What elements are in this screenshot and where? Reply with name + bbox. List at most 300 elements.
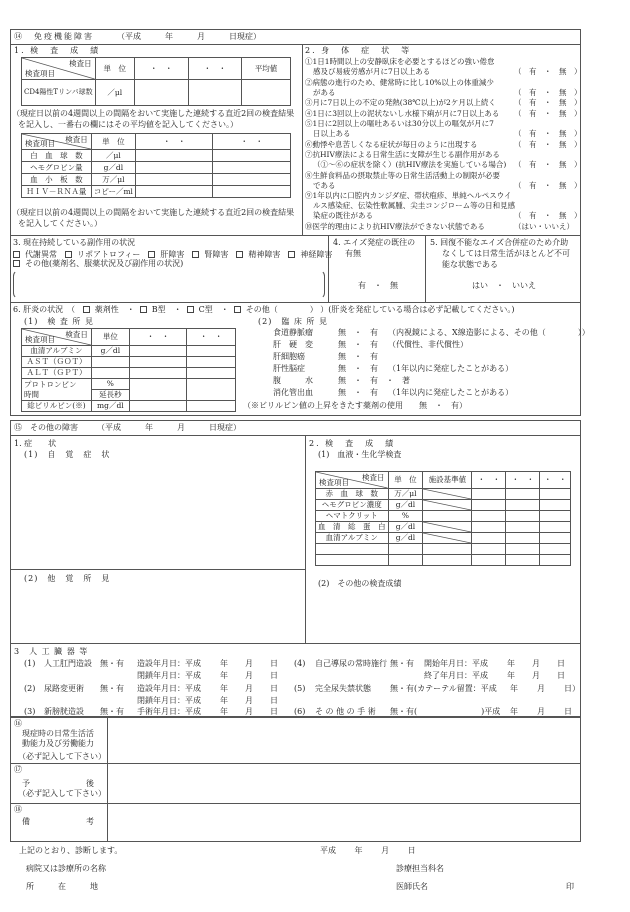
value-cell[interactable]: [187, 357, 236, 368]
row-label: ＡＬＴ（ＧＰＴ）: [22, 368, 92, 379]
prognosis-input[interactable]: [109, 765, 579, 802]
date-column[interactable]: ・ ・: [188, 58, 242, 80]
divider: [328, 235, 329, 302]
organ-label: 新膀胱造設: [44, 707, 84, 716]
option-label: 代謝異常: [25, 250, 57, 259]
checkbox-icon[interactable]: [13, 260, 20, 267]
symptom-answer[interactable]: （ 有 ・ 無 ）: [514, 129, 582, 138]
divider: [10, 569, 305, 570]
section-17-number: ⑰: [14, 765, 22, 774]
organ-date-label: 閉鎖年月日：平成: [137, 696, 201, 705]
test1-note: （現症日以前の4週間以上の間隔をおいて実施した連続する直近2回の検査結果: [12, 109, 295, 118]
row-unit: g／dl: [91, 346, 129, 357]
checkbox-icon[interactable]: [65, 251, 72, 258]
organ-date-label: 開始年月日：平成: [424, 659, 488, 668]
clinical-answer[interactable]: 無 ・ 有: [338, 352, 378, 361]
date-unit[interactable]: 月: [245, 659, 253, 668]
cd4-value-2[interactable]: [188, 80, 242, 106]
row-unit: [388, 555, 423, 566]
row-label: 血清アルブミン: [22, 346, 92, 357]
row-unit: g／dl: [388, 533, 423, 544]
checkbox-icon[interactable]: [140, 306, 147, 313]
remarks-label: 備 考: [22, 817, 94, 826]
value-cell[interactable]: [135, 150, 213, 162]
value-cell[interactable]: [213, 186, 291, 198]
value-cell[interactable]: [129, 368, 187, 379]
diag-bottom-label: 検査項目: [319, 477, 349, 487]
date-unit[interactable]: 年: [220, 671, 228, 680]
row-label: 総ビリルビン(※): [22, 401, 92, 412]
divider: [10, 435, 581, 436]
organ-answer[interactable]: 無・有: [390, 659, 414, 668]
date-unit[interactable]: 日: [270, 696, 278, 705]
row-unit: 万／μl: [91, 174, 135, 186]
date-unit[interactable]: 年: [510, 684, 518, 693]
row-unit: %: [91, 379, 129, 390]
value-cell[interactable]: [129, 401, 187, 412]
row-label: [316, 544, 389, 555]
value-cell[interactable]: [135, 162, 213, 174]
row-label: ＨＩＶ－ＲＮＡ量: [22, 186, 92, 198]
date-unit[interactable]: 日: [557, 671, 565, 680]
date-column[interactable]: ・ ・: [213, 134, 291, 150]
date-column[interactable]: ・ ・: [134, 58, 188, 80]
hepatitis-table: [21, 328, 236, 412]
symptom-answer[interactable]: （ 有 ・ 無 ）: [514, 180, 582, 190]
divider: [10, 44, 581, 45]
date-unit[interactable]: 月: [245, 684, 253, 693]
date-unit[interactable]: 月: [532, 671, 540, 680]
subjective-input[interactable]: [12, 462, 302, 567]
side-effects-input[interactable]: [13, 270, 325, 299]
prognosis-label: 予 後: [22, 779, 94, 788]
objective-input[interactable]: [12, 586, 302, 641]
section-16-label-2: 動能力及び労働能力: [22, 739, 94, 748]
date-unit[interactable]: 月: [245, 696, 253, 705]
value-cell[interactable]: [187, 368, 236, 379]
divider: [10, 803, 581, 804]
row-label: ＡＳＴ（ＧＯＴ）: [22, 357, 92, 368]
checkbox-icon[interactable]: [192, 251, 199, 258]
table-row: [316, 511, 571, 522]
symptom-text: 感及び易疲労感が月に7日以上ある: [313, 67, 431, 76]
row-label: [22, 379, 92, 401]
date-column[interactable]: ・ ・: [129, 329, 187, 346]
hepatitis-type-option[interactable]: [135, 305, 182, 314]
date-unit[interactable]: 日: [270, 659, 278, 668]
date-column[interactable]: ・ ・: [472, 472, 506, 489]
symptom-text: （①～⑥の症状を除く）(抗HIV療法を実施している場合): [313, 160, 507, 169]
checkbox-icon[interactable]: [13, 251, 20, 258]
value-cell[interactable]: [540, 500, 571, 511]
value-cell[interactable]: [472, 533, 506, 544]
organ-answer[interactable]: 無・有: [100, 659, 124, 668]
section-15-header: ⑮ その他の障害: [14, 423, 78, 432]
symptom-text: ルス感染症、伝染性軟属腫、尖圭コンジローム等の日和見感: [313, 201, 516, 210]
checkbox-icon[interactable]: [148, 251, 155, 258]
organ-date-label: 造設年月日：平成: [137, 684, 201, 693]
section-16-required: （必ず記入して下さい）: [18, 752, 106, 761]
section-16-label: 現症時の日常生活活: [22, 729, 94, 738]
date-unit[interactable]: 年: [507, 671, 515, 680]
symptom-text: ⑦抗HIV療法による日常生活に支障が生じる副作用がある: [305, 150, 500, 159]
clinical-answer[interactable]: 無 ・ 有: [338, 340, 378, 349]
diagnosis-date[interactable]: 平成 年 月 日: [320, 846, 416, 855]
cd4-table: [21, 57, 291, 106]
symptom-text: ⑨1年以内に口腔内カンジダ症、帯状疱疹、単純ヘルペスウイ: [305, 191, 512, 200]
clinical-answer[interactable]: 無 ・ 有: [338, 328, 378, 337]
date-unit[interactable]: 日: [270, 684, 278, 693]
unit-header: 単位: [91, 329, 129, 346]
clinical-note: （1年以内に発症したことがある）: [388, 364, 514, 373]
row-unit: コピー／ml: [91, 186, 135, 198]
table-row: [316, 522, 571, 533]
date-unit[interactable]: 月: [532, 659, 540, 668]
organ-number: (4): [294, 659, 306, 668]
row-unit: [91, 368, 129, 379]
clinical-note: （1年以内に発症したことがある）: [388, 388, 514, 397]
clinical-answer[interactable]: 無 ・ 有 ・ 著: [338, 376, 410, 385]
organ-date-label: 手術年月日：平成: [137, 707, 201, 716]
row-unit: g／dl: [388, 522, 423, 533]
value-cell[interactable]: [187, 401, 236, 412]
value-cell[interactable]: [506, 511, 540, 522]
aids-history-title: 4. エイズ発症の既往の: [333, 238, 416, 247]
bilirubin-note: （※ビリルビン値の上昇をきたす薬剤の使用 無 ・ 有）: [243, 401, 467, 410]
section-14-header: ⑭ 免疫機能障害: [14, 32, 94, 41]
date-unit[interactable]: 月: [245, 707, 253, 716]
date-column[interactable]: ・ ・: [506, 472, 540, 489]
symptom-answer[interactable]: （ 有 ・ 無 ）: [514, 67, 582, 76]
department-label: 診療担当科名: [396, 864, 444, 873]
aids-history-title-2: 有無: [345, 249, 361, 258]
value-cell[interactable]: [540, 544, 571, 555]
clinical-answer[interactable]: 無 ・ 有: [338, 388, 378, 397]
row-unit: [388, 544, 423, 555]
reference-na: [423, 533, 472, 544]
organ-answer[interactable]: 無・有( )平成: [390, 707, 501, 716]
reference-na: [423, 522, 472, 533]
symptom-text: がある: [313, 87, 336, 97]
symptom-text: 染症の既往がある: [313, 211, 373, 220]
value-cell[interactable]: [129, 346, 187, 357]
row-label: 血清アルブミン: [316, 533, 389, 544]
prognosis-required: （必ず記入して下さい）: [18, 789, 106, 798]
average-header: 平均値: [242, 58, 291, 80]
option-label: その他（ ）: [245, 305, 318, 314]
option-label: 精神障害: [248, 250, 281, 259]
hepatitis-title: [13, 306, 515, 314]
value-cell[interactable]: [540, 511, 571, 522]
test2-note-2: を記入してください。）: [18, 219, 102, 228]
hepatitis-type-option[interactable]: [229, 305, 318, 314]
seal-label: 印: [566, 882, 574, 891]
value-cell[interactable]: [506, 489, 540, 500]
date-unit[interactable]: 年: [220, 696, 228, 705]
value-cell[interactable]: [129, 379, 187, 401]
organ-number: (2): [24, 684, 36, 693]
row-label: [316, 555, 389, 566]
symptom-answer[interactable]: （ 有 ・ 無 ）: [514, 98, 582, 107]
checkbox-icon[interactable]: [236, 251, 243, 258]
value-cell[interactable]: [472, 555, 506, 566]
table-row: [316, 533, 571, 544]
symptom-answer[interactable]: （ 有 ・ 無 ）: [514, 139, 582, 149]
reference-na: [423, 500, 472, 511]
symptom-answer[interactable]: （ 有 ・ 無 ）: [514, 87, 582, 97]
value-cell[interactable]: [540, 489, 571, 500]
reference-value[interactable]: [423, 544, 472, 555]
value-cell[interactable]: [540, 533, 571, 544]
organ-number: (6): [294, 707, 306, 716]
irrecoverable-title-2: なくしては日常生活がほとんど不可: [442, 249, 570, 258]
symptom-text: である: [313, 180, 336, 190]
symptom-text: ⑤1日に2回以上の嘔吐あるいは30分以上の嘔気が月に7: [305, 119, 494, 128]
date-unit[interactable]: 月: [537, 684, 545, 693]
row-unit: g／dl: [91, 162, 135, 174]
date-unit[interactable]: 日）: [564, 684, 580, 693]
hepatitis-type-option[interactable]: [182, 305, 229, 314]
date-column[interactable]: ・ ・: [187, 329, 236, 346]
value-cell[interactable]: [506, 533, 540, 544]
option-label: 神経障害: [300, 250, 333, 259]
date-unit[interactable]: 日: [557, 659, 565, 668]
option-label: B型 ・: [151, 305, 182, 314]
row-unit: 延長秒: [91, 390, 129, 401]
cd4-unit: ／μl: [95, 80, 134, 106]
organ-number: (1): [24, 659, 36, 668]
organ-date-label: 終了年月日：平成: [424, 671, 488, 680]
daily-activity-input[interactable]: [109, 719, 579, 762]
diagnosis-statement: 上記のとおり、診断します。: [19, 846, 123, 855]
symptom-text: ⑧生鮮食料品の摂取禁止等の日常生活活動上の制限が必要: [305, 170, 500, 180]
hospital-name-label: 病院又は診療所の名称: [26, 864, 106, 873]
blood-tests-title: (1) 血液・生化学検査: [318, 450, 402, 459]
section-15-date: （平成 年 月 日現症）: [97, 423, 241, 432]
remarks-input[interactable]: [109, 805, 579, 841]
clinical-label: 食道静脈瘤: [273, 328, 313, 337]
organs-title: 3 人 工 臓 器 等: [14, 647, 89, 656]
organ-label: 自己導尿の常時施行: [315, 659, 387, 668]
symptom-answer[interactable]: （ 有 ・ 無 ）: [514, 160, 582, 169]
symptom-text: ④1日に3回以上の泥状ないし水様下痢が月に7日以上ある: [305, 108, 500, 118]
organ-label: 完全尿失禁状態: [315, 684, 371, 693]
value-cell[interactable]: [187, 379, 236, 401]
irrecoverable-title: 5. 回復不能なエイズ合併症のため介助: [430, 238, 569, 247]
symptom-text: ③月に7日以上の不定の発熱(38℃以上)が2ケ月以上続く: [305, 98, 496, 107]
hepatitis-label: 6. 肝炎の状況 （: [13, 305, 76, 314]
hepatitis-note: ）(肝炎を発症している場合は必ず記載してください。): [320, 305, 515, 314]
row-unit: 万／μl: [388, 489, 423, 500]
date-unit[interactable]: 日: [270, 707, 278, 716]
row-unit: ／μl: [91, 150, 135, 162]
date-unit[interactable]: 年: [220, 707, 228, 716]
irrecoverable-title-3: 能な状態である: [442, 260, 498, 269]
section-16-number: ⑯: [14, 719, 22, 728]
diag-bottom-label: 検査項目: [25, 138, 55, 148]
diag-top-label: 検査日: [362, 473, 385, 482]
clinical-label: 腹 水: [273, 376, 313, 385]
date-unit[interactable]: 日: [270, 671, 278, 680]
test1-note-2: を記入し、一番右の欄にはその平均値を記入してください。）: [18, 120, 238, 129]
diag-bottom-label: 検査項目: [25, 334, 55, 344]
hepatitis-type-option[interactable]: [78, 305, 135, 314]
table-row: [316, 489, 571, 500]
date-unit[interactable]: 年: [507, 659, 515, 668]
hepatitis-types: [78, 305, 318, 314]
option-label: 薬剤性 ・: [94, 305, 135, 314]
value-cell[interactable]: [472, 544, 506, 555]
value-cell[interactable]: [506, 500, 540, 511]
row-label: 血 小 板 数: [22, 174, 92, 186]
organ-date-label: 造設年月日：平成: [137, 659, 201, 668]
table-row: [316, 500, 571, 511]
value-cell[interactable]: [213, 150, 291, 162]
organ-number: (3): [24, 707, 36, 716]
doctor-name-label: 医師氏名: [396, 882, 428, 891]
value-cell[interactable]: [472, 489, 506, 500]
clinical-label: 肝 硬 変: [273, 340, 313, 349]
clinical-label: 肝性脳症: [273, 364, 305, 373]
row-unit: g／dl: [388, 500, 423, 511]
row-label: 白 血 球 数: [22, 150, 92, 162]
row-unit: %: [388, 511, 423, 522]
value-cell[interactable]: [506, 544, 540, 555]
symptom-text: ①1日1時間以上の安静臥床を必要とするほどの強い倦怠: [305, 57, 495, 66]
row-unit: [91, 357, 129, 368]
checkbox-icon[interactable]: [187, 306, 194, 313]
value-cell[interactable]: [540, 555, 571, 566]
organ-number: (5): [294, 684, 306, 693]
checkbox-icon[interactable]: [288, 251, 295, 258]
prothrombin-label: プロトロンビン: [24, 379, 77, 389]
clinical-note: （代償性、非代償性）: [388, 340, 468, 349]
date-unit[interactable]: 日: [564, 707, 572, 716]
unit-header: 単 位: [388, 472, 423, 489]
date-column[interactable]: ・ ・: [540, 472, 571, 489]
subjective-symptoms: (1) 自 覚 症 状: [24, 450, 111, 459]
value-cell[interactable]: [540, 522, 571, 533]
divider: [10, 235, 581, 236]
other-label: その他(薬剤名、服薬状況及び副作用の状況): [25, 259, 184, 268]
option-label: 腎障害: [204, 250, 229, 259]
option-label: リポアトロフィー: [77, 250, 141, 259]
cd4-label: CD4陽性Tリンパ球数: [22, 80, 96, 106]
value-cell[interactable]: [187, 346, 236, 357]
value-cell[interactable]: [135, 186, 213, 198]
clinical-label: 肝細胞癌: [273, 352, 305, 361]
clinical-label: 消化管出血: [273, 388, 313, 397]
date-unit[interactable]: 年: [510, 707, 518, 716]
date-unit[interactable]: 月: [245, 671, 253, 680]
value-cell[interactable]: [135, 174, 213, 186]
time-label: 時間: [24, 389, 39, 399]
irrecoverable-answer[interactable]: はい ・ いいえ: [472, 281, 536, 290]
side-effect-option[interactable]: [288, 249, 332, 260]
blood-test-table: [21, 133, 291, 198]
organ-answer[interactable]: 無・有: [100, 684, 124, 693]
table-row: [316, 555, 571, 566]
checkbox-icon[interactable]: [83, 306, 90, 313]
side-effects-other: [13, 260, 183, 268]
date-unit[interactable]: 月: [537, 707, 545, 716]
divider: [10, 763, 581, 764]
clinical-note: （内視鏡による、X線造影による、その他（ ））: [388, 328, 590, 337]
date-unit[interactable]: 年: [220, 659, 228, 668]
value-cell[interactable]: [472, 500, 506, 511]
value-cell[interactable]: [506, 522, 540, 533]
symptom-text: ⑥動悸や息苦しくなる症状が毎日のように出現する: [305, 139, 478, 149]
section-18-number: ⑱: [14, 805, 22, 814]
option-label: 肝障害: [160, 250, 185, 259]
divider: [425, 235, 426, 302]
table-row: [316, 544, 571, 555]
test2-note: （現症日以前の4週間以上の間隔をおいて実施した連続する直近2回の検査結果: [12, 208, 295, 217]
side-effects-title: 3. 現在持続している副作用の状況: [13, 238, 136, 247]
divider: [302, 44, 303, 235]
value-cell[interactable]: [472, 511, 506, 522]
row-unit: mg／dl: [91, 401, 129, 412]
diag-top-label: 検査日: [65, 330, 88, 339]
row-label: ヘモグロビン量: [22, 162, 92, 174]
value-cell[interactable]: [213, 174, 291, 186]
clinical-answer[interactable]: 無 ・ 有: [338, 364, 378, 373]
divider: [107, 717, 108, 842]
symptom-answer[interactable]: （はい・いいえ）: [514, 221, 574, 231]
value-cell[interactable]: [472, 522, 506, 533]
reference-value[interactable]: [423, 555, 472, 566]
value-cell[interactable]: [506, 555, 540, 566]
section-14-date: （平成 年 月 日現症）: [117, 32, 261, 41]
date-column[interactable]: ・ ・: [135, 134, 213, 150]
diag-bottom-label: 検査項目: [25, 68, 55, 78]
reference-value[interactable]: [423, 511, 472, 522]
symptom-text: ②病態の進行のため、健常時に比し10%以上の体重減少: [305, 77, 494, 87]
symptom-answer[interactable]: （ 有 ・ 無 ）: [514, 211, 582, 220]
other-tests-input[interactable]: [310, 592, 578, 640]
organ-answer[interactable]: 無・有: [100, 707, 124, 716]
symptom-text: 日以上ある: [313, 129, 351, 138]
unit-header: 単 位: [95, 58, 134, 80]
divider: [10, 302, 581, 303]
cd4-value-1[interactable]: [134, 80, 188, 106]
clinical-title: (2) 臨 床 所 見: [258, 317, 328, 326]
value-cell[interactable]: [213, 162, 291, 174]
organ-answer[interactable]: 無・有(カテーテル留置：平成: [390, 684, 497, 693]
reference-na: [423, 489, 472, 500]
tests-heading: 2. 検 査 成 績: [309, 439, 396, 448]
row-label: 赤 血 球 数: [316, 489, 389, 500]
organ-label: 尿路変更術: [44, 684, 84, 693]
test-results-title: 1. 検 査 成 績: [14, 46, 101, 55]
row-label: 血 清 総 蛋 白: [316, 522, 389, 533]
cd4-average[interactable]: [242, 80, 291, 106]
divider: [305, 435, 306, 643]
divider: [10, 643, 581, 644]
objective-findings: (2) 他 覚 所 見: [24, 574, 111, 583]
side-effect-option[interactable]: [192, 249, 228, 260]
symptom-answer[interactable]: （ 有 ・ 無 ）: [514, 108, 582, 118]
checkbox-icon[interactable]: [234, 306, 241, 313]
aids-history-answer[interactable]: 有 ・ 無: [358, 281, 398, 290]
address-label: 所 在 地: [26, 882, 98, 891]
symptoms-title: 2. 身 体 症 状 等: [305, 46, 412, 55]
value-cell[interactable]: [129, 357, 187, 368]
date-unit[interactable]: 年: [220, 684, 228, 693]
side-effect-option[interactable]: [236, 249, 280, 260]
row-label: ヘマトクリット: [316, 511, 389, 522]
symptoms-heading: 1. 症 状: [14, 439, 57, 448]
